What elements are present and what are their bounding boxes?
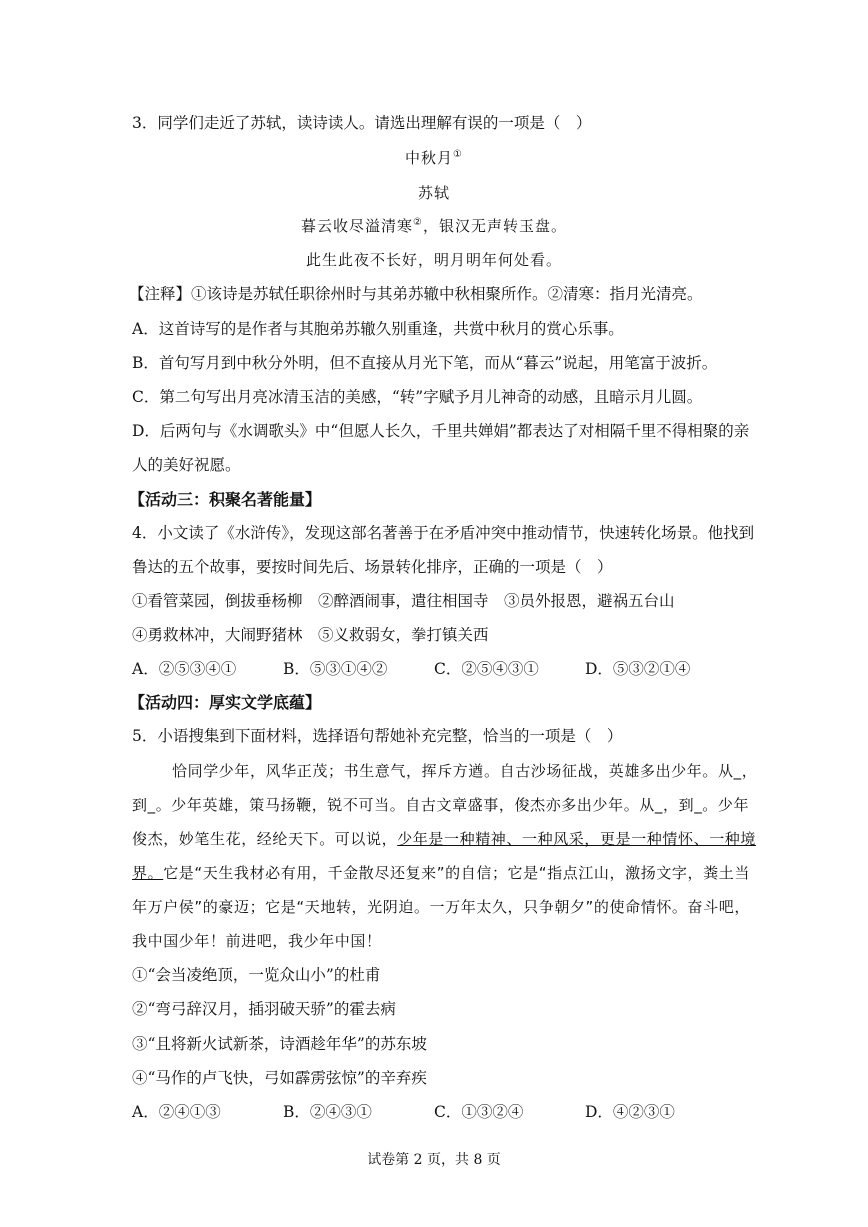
q4-items-line-1: ①看管菜园，倒拔垂杨柳 ②醉酒闹事，遣往相国寺 ③员外报恩，避祸五台山	[132, 592, 675, 610]
activity-3-heading: 【活动三：积聚名著能量】	[129, 490, 322, 509]
q4-stem-line-2: 鲁达的五个故事，要按时间先后、场景转化排序，正确的一项是（ ）	[132, 558, 613, 576]
page-footer: 试卷第 2 页，共 8 页	[367, 1152, 501, 1168]
q5-passage-underlined-part-2: 界。	[132, 864, 164, 882]
q5-passage-line-4-plain: 它是“天生我材必有用，千金散尽还复来”的自信；它是“指点江山，激扬文字，粪土当	[163, 864, 750, 882]
q5-passage-line-2: 到_。少年英雄，策马扬鞭，锐不可当。自古文章盛事，俊杰亦多出少年。从_，到_。少年	[132, 796, 750, 814]
q5-passage-line-5: 年万户侯”的豪迈；它是“天地转，光阴迫。一万年太久，只争朝夕”的使命情怀。奋斗吧，	[132, 898, 750, 916]
q3-stem: 3．同学们走近了苏轼，读诗读人。请选出理解有误的一项是（ ）	[132, 114, 592, 132]
q4-option-d: D．⑤③②①④	[585, 660, 691, 678]
poem-title-footnote: ①	[453, 149, 463, 160]
q5-item-2: ②“弯弓辞汉月，插羽破天骄”的霍去病	[132, 1000, 396, 1018]
poem-line-1	[0, 216, 868, 236]
q5-option-b: B．②④③①	[283, 1103, 372, 1121]
q5-passage-underlined-part-1: 少年是一种精神、一种风采，更是一种情怀、一种境	[397, 830, 757, 848]
activity-4-heading: 【活动四：厚实文学底蕴】	[129, 693, 322, 712]
q5-passage-line-6: 我中国少年！前进吧，我少年中国！	[132, 932, 382, 950]
poem-title	[0, 148, 868, 168]
q5-option-d: D．④②③①	[585, 1103, 675, 1121]
q4-stem-line-1: 4．小文读了《水浒传》，发现这部名著善于在矛盾冲突中推动情节，快速转化场景。他找到	[132, 524, 755, 542]
poem-line-1-part-a: 暮云收尽溢清寒	[301, 217, 414, 235]
poem-line-1-part-b: ，银汉无声转玉盘。	[422, 217, 567, 235]
q5-item-3: ③“且将新火试新茶，诗酒趁年华”的苏东坡	[132, 1035, 427, 1053]
q5-item-4: ④“马作的卢飞快，弓如霹雳弦惊”的辛弃疾	[132, 1069, 427, 1087]
q5-stem: 5．小语搜集到下面材料，选择语句帮她补充完整，恰当的一项是（ ）	[132, 727, 623, 745]
q3-option-a: A．这首诗写的是作者与其胞弟苏辙久别重逢，共赏中秋月的赏心乐事。	[132, 320, 624, 338]
poem-line-2: 此生此夜不长好，明月明年何处看。	[305, 251, 562, 269]
poem-title-text: 中秋月	[405, 149, 454, 167]
q3-note: 【注释】①该诗是苏轼任职徐州时与其弟苏辙中秋相聚所作。②清寒：指月光清亮。	[129, 285, 703, 303]
q3-option-b: B．首句写月到中秋分外明，但不直接从月光下笔，而从“暮云”说起，用笔富于波折。	[132, 354, 718, 372]
q5-option-c: C．①③②④	[434, 1103, 524, 1121]
q5-passage-line-3	[132, 829, 756, 849]
q4-option-a: A．②⑤③④①	[132, 660, 237, 678]
poem-line-1-footnote: ②	[413, 217, 423, 228]
q3-option-d-line-2: 人的美好祝愿。	[132, 456, 241, 474]
q5-passage-line-3-plain: 俊杰，妙笔生花，经纶天下。可以说，	[132, 830, 398, 848]
q5-passage-line-4	[132, 863, 750, 883]
q4-option-c: C．②⑤④③①	[434, 660, 539, 678]
q4-option-b: B．⑤③①④②	[283, 660, 388, 678]
q3-option-c: C．第二句写出月亮冰清玉洁的美感，“转”字赋予月儿神奇的动感，且暗示月儿圆。	[132, 388, 703, 406]
q5-passage-line-1: 恰同学少年，风华正茂；书生意气，挥斥方遒。自古沙场征战，英雄多出少年。从_，	[172, 762, 758, 780]
q5-item-1: ①“会当凌绝顶，一览众山小”的杜甫	[132, 966, 381, 984]
poem-author: 苏轼	[417, 184, 450, 202]
q5-option-a: A．②④①③	[132, 1103, 221, 1121]
q4-items-line-2: ④勇救林冲，大闹野猪林 ⑤义救弱女，拳打镇关西	[132, 626, 489, 644]
q3-option-d-line-1: D．后两句与《水调歌头》中“但愿人长久，千里共婵娟”都表达了对相隔千里不得相聚的亲	[132, 422, 750, 440]
